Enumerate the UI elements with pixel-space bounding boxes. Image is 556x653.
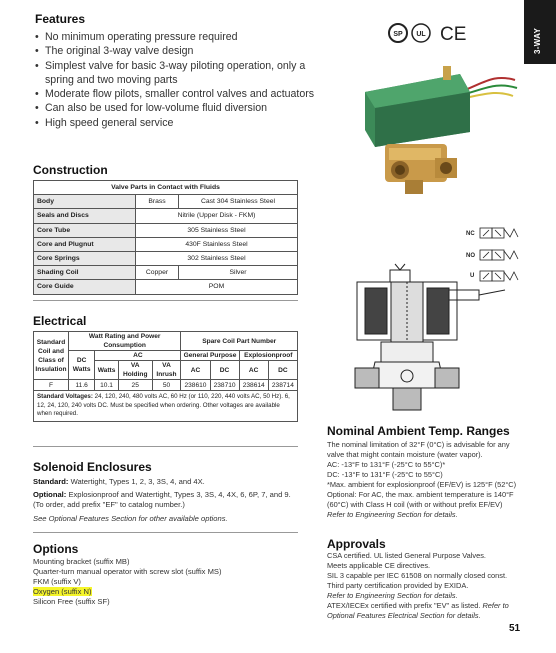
section-tab	[524, 0, 556, 64]
table-row: Seals and Discs Nitrile (Upper Disk - FKM)	[34, 209, 298, 223]
approvals-text: CSA certified. UL listed General Purpose Valves. Meets applicable CE directives. SIL 3 capable per IEC 61508 on normally closed const. Third party certification provided by EXIDA. Refer to Engineering Section for details. ATEX/IECEx certified with prefix "EV" as listed. Refer to Optional Features Electrical Section for details.	[327, 551, 509, 620]
ce-mark: CE	[440, 24, 467, 44]
ambient-heading: Nominal Ambient Temp. Ranges	[327, 424, 510, 438]
list-item: Quarter-turn manual operator with screw slot (suffix MS)	[33, 567, 222, 576]
feature-item: • Moderate flow pilots, smaller control valves and actuators	[35, 87, 315, 101]
list-item: Oxygen (suffix N)	[33, 587, 92, 596]
csa-logo	[389, 24, 407, 42]
construction-table-title: Valve Parts in Contact with Fluids	[34, 181, 298, 195]
features-list	[35, 30, 315, 130]
svg-text:UL: UL	[416, 31, 426, 38]
divider	[33, 300, 298, 301]
table-row: F 11.6 10.1 25 50 238610 238710 238614 238714	[34, 380, 298, 391]
options-heading: Options	[33, 542, 79, 556]
ul-logo	[412, 24, 430, 42]
feature-item: • High speed general service	[35, 116, 315, 130]
list-item: Silicon Free (suffix SF)	[33, 597, 110, 606]
svg-text:SP: SP	[393, 31, 403, 38]
options-list	[33, 557, 301, 607]
page-number: 51	[509, 623, 521, 634]
u-label: U	[470, 273, 475, 279]
section-tab-label: 3-WAY	[533, 27, 542, 54]
divider	[33, 446, 298, 447]
construction-heading: Construction	[33, 163, 108, 177]
construction-table	[33, 180, 298, 295]
certification-marks	[388, 22, 478, 44]
table-row: Core Springs 302 Stainless Steel	[34, 251, 298, 265]
solenoid-standard: Standard: Watertight, Types 1, 2, 3, 3S, 4, and 4X.	[33, 477, 205, 486]
electrical-heading: Electrical	[33, 314, 87, 328]
list-item: FKM (suffix V)	[33, 577, 81, 586]
features-heading: Features	[35, 12, 86, 26]
solenoid-see-note: See Optional Features Section for other available options.	[33, 514, 228, 523]
voltage-note: Standard Voltages: 24, 120, 240, 480 volts AC, 60 Hz (or 110, 220, 440 volts AC, 50 Hz). 6, 12, 24, 120, 240 volts DC. Must be specified when ordering. Other voltages are available when required.	[34, 391, 298, 422]
table-row: Core and Plugnut 430F Stainless Steel	[34, 237, 298, 251]
table-row: Shading Coil Copper Silver	[34, 266, 298, 280]
solenoid-optional: Optional: Explosionproof and Watertight, Types 3, 3S, 4, 4X, 6, 6P, 7, and 9. (To order, add prefix "EF" to catalog number.)	[33, 490, 291, 509]
approvals-heading: Approvals	[327, 537, 386, 551]
electrical-table: Standard Coil and Class of Insulation Watt Rating and Power Consumption Spare Coil Part Number DC Watts AC General Purpose Explosionproof Watts VA Holding VA Inrush AC DC AC DC F 11.6 10.1 25 50 238610 238710 238614 238714 Standard Voltages: 24, 120, 240, 480 volts AC, 60 Hz (or 110, 220, 440 volts AC, 50 Hz). 6, 12, 24, 120, 240 volts DC. Must be specified when ordering. Other voltages are available when required.	[33, 331, 298, 422]
no-label: NO	[466, 253, 475, 259]
table-row: Core Guide POM	[34, 280, 298, 294]
valve-cross-section-drawing	[345, 260, 520, 420]
table-row: Core Tube 305 Stainless Steel	[34, 223, 298, 237]
feature-item: • No minimum operating pressure required	[35, 30, 315, 44]
divider	[33, 532, 298, 533]
feature-item: • The original 3-way valve design	[35, 44, 315, 58]
nc-label: NC	[466, 231, 475, 237]
solenoid-heading: Solenoid Enclosures	[33, 460, 152, 474]
ambient-text: The nominal limitation of 32°F (0°C) is advisable for any valve that might contain moisture (water vapor). AC: -13°F to 131°F (-25°C to 55°C)* DC: -13°F to 131°F (-25°C to 55°C) *Max. ambient for explosionproof (EF/EV) is 125°F (52°C) Optional: For AC, the max. ambient temperature is 140°F (60°C) with Class H coil (with or without prefix EF/EV) Refer to Engineering Section for details.	[327, 440, 517, 519]
table-row: Body Brass Cast 304 Stainless Steel	[34, 195, 298, 209]
feature-item: • Simplest valve for basic 3-way piloting operation, only a spring and two moving parts	[35, 59, 315, 88]
valve-product-photo	[345, 52, 520, 202]
list-item: Mounting bracket (suffix MB)	[33, 557, 130, 566]
feature-item: • Can also be used for low-volume fluid diversion	[35, 101, 315, 115]
